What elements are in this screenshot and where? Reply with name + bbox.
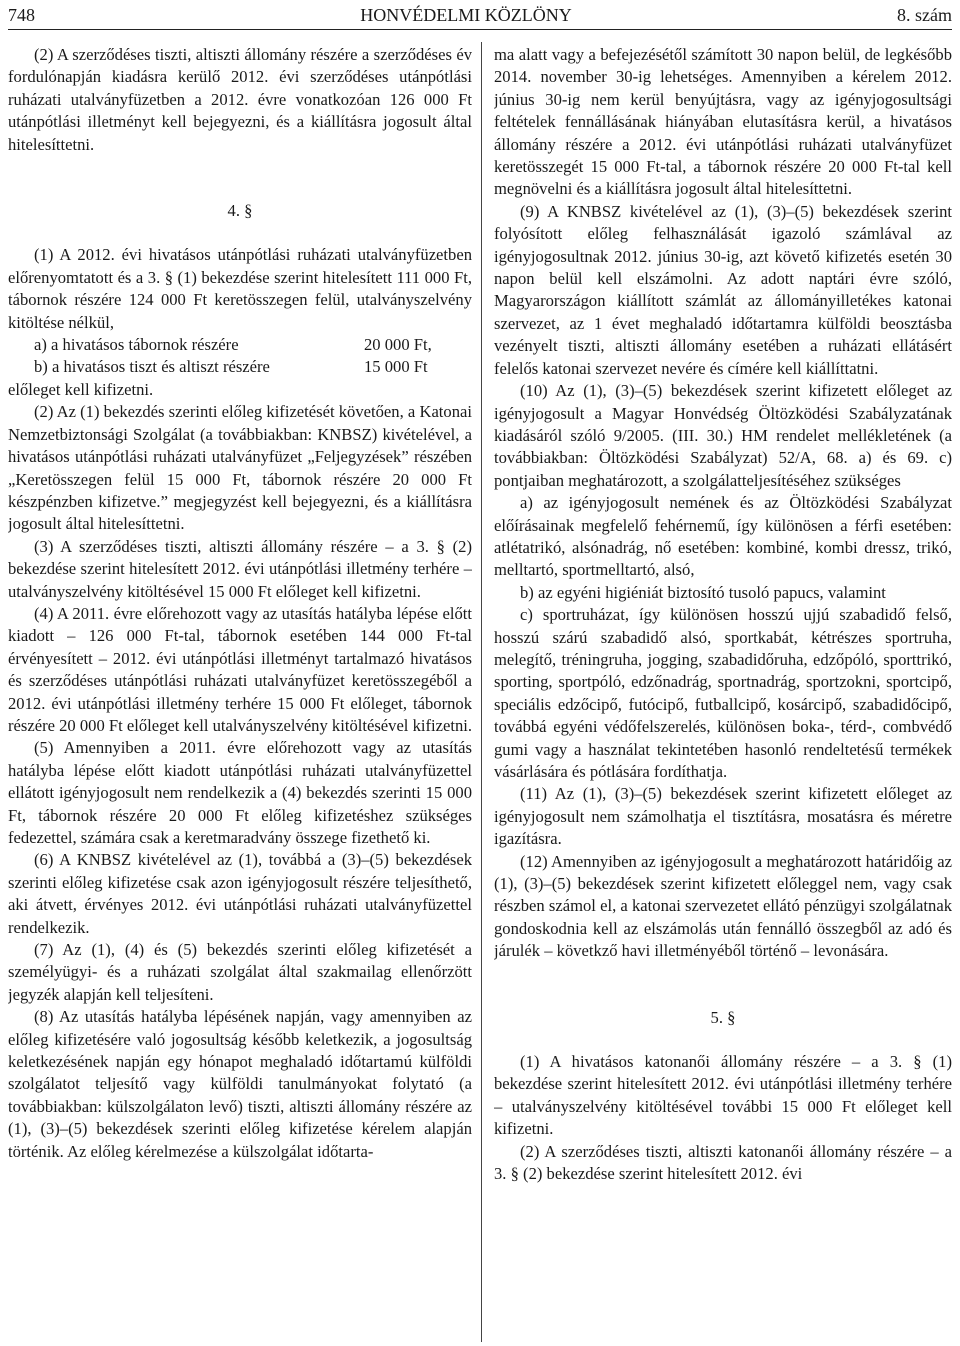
paragraph-4-10-b: b) az egyéni higiéniát biztosító tusoló papucs, valamint (520, 582, 886, 602)
paragraph-4-4: (4) A 2011. évre előrehozott vagy az utasítás hatályba lépése előtt kiadott – 126 000 Ft-tal, tábornok esetében 144 000 Ft-tal érvényesített – 2012. évi utánpótlási illetményt tartalmazó hivatásos és szerződéses utánpótlási ruházati utalványfüzet keretösszegéből a 2012. évi utánpótlási illetmény terhére 15 000 Ft előleget, tábornok részére 20 000 Ft előleget kell utalványszelvény kitöltésével kifizetni. (8, 603, 472, 735)
paragraph-4-1: (1) A 2012. évi hivatásos utánpótlási ruházati utalványfüzetben előrenyomtatott és a 3. § (1) bekezdése szerint hitelesített 111 000 Ft, tábornok részére 124 000 Ft keretösszegen felül, utalványszelvény kitöltése nélkül, (8, 245, 472, 332)
paragraph-5-1: (1) A hivatásos katonanői állomány részére – a 3. § (1) bekezdése szerint hitelesített 2012. évi utánpótlási illetmény terhére – utalványszelvény kitöltésével további 15 000 Ft előleget kell kifizetni. (494, 1052, 952, 1139)
paragraph-4-7: (7) Az (1), (4) és (5) bekezdés szerinti előleg kifizetését a személyügyi- és a ruházati szolgálat által szakmailag ellenőrzött jegyzék alapján kell teljesíteni. (8, 940, 472, 1004)
paragraph-4-10: (10) Az (1), (3)–(5) bekezdések szerint kifizetett előleget az igényjogosult a Magyar Honvédség Öltözködési Szabályzatának kiadásáról szóló 9/2005. (III. 30.) HM rendelet mellékletének (a továbbiakban: Öltözködési Szabályzat) 52/A, 68. a) és 69. c) pontjaiban meghatározott, a szolgálatteljesítéséhez szükséges (494, 381, 952, 490)
paragraph-4-5: (5) Amennyiben a 2011. évre előrehozott vagy az utasítás hatályba lépése előtt kiadott utánpótlási ruházati utalványfüzettel ellátott igényjogosult nem rendelkezik a (4) bekezdés szerinti 15 000 Ft, tábornok részére 20 000 Ft előleg kifizetéshez szükséges fedezettel, számára csak a keretmaradvány összege fizethető ki. (8, 738, 472, 847)
amount-row-b-value: 15 000 Ft (364, 357, 428, 377)
paragraph-4-9: (9) A KNBSZ kivételével az (1), (3)–(5) bekezdések szerint folyósított előleg felhasználását igazoló számlával az igényjogosultnak 2012. június 30-ig, azt követő kifizetés esetén 30 napon belül kell elszámolni. Az adott naptári évre szóló, Magyarországon kiállított számlát az állományilletékes katonai szervezet, az 1 évet meghaladó időtartamra külföldi beosztásba vezényelt tiszti, altiszti állomány esetében a ruházati ellátásért felelős katonai szervezet nevére és címére kell kiállíttatni. (494, 201, 952, 378)
section-heading-5: 5. § (710, 1007, 736, 1027)
section-heading-4: 4. § (227, 201, 253, 221)
header-rule (8, 29, 952, 30)
paragraph-4-2: (2) Az (1) bekezdés szerinti előleg kifizetését követően, a Katonai Nemzetbiztonsági Szolgálat (a továbbiakban: KNBSZ) kivételével, a hivatásos utánpótlási ruházati utalványfüzet „Feljegyzések” részében „Keretösszegen felül 15 000 Ft, tábornok részére 20 000 Ft készpénzben kifizetve.” megjegyzést kell bejegyezni, és a kiállításra jogosult által hitelesíttetni. (8, 402, 472, 534)
amount-row-a-label: a) a hivatásos tábornok részére (34, 335, 239, 355)
issue-number: 8. szám (897, 5, 952, 25)
page-number: 748 (8, 5, 35, 25)
paragraph-4-6: (6) A KNBSZ kivételével az (1), továbbá a (3)–(5) bekezdések szerinti előleg kifizetése csak azon igényjogosult részére teljesíthető, aki átvett, érvényes 2012. évi utánpótlási ruházati utalványfüzettel rendelkezik. (8, 850, 472, 937)
paragraph-4-3: (3) A szerződéses tiszti, altiszti állomány részére – a 3. § (2) bekezdése szerint hitelesített 2012. évi utánpótlási illetmény terhére – utalványszelvény kitöltésével 15 000 Ft előleget kell kifizetni. (8, 536, 472, 601)
amount-row-b (34, 356, 472, 378)
amount-row-b-label: b) a hivatásos tiszt és altiszt részére (34, 357, 270, 377)
paragraph-4-8: (8) Az utasítás hatályba lépésének napján, vagy amennyiben az előleg kifizetésére való jogosultság később keletkezik, a jogosultság keletkezésének napján egy hónapot meghaladó időtartamú külföldi szolgálatot teljesítő vagy külföldi tanulmányokat folytató (a továbbiakban: külszolgálaton levő) tiszti, altiszti állomány részére az (1), (3)–(5) bekezdések szerinti előleg kifizetése kérelem alapján történik. Az előleg kérelmezése a külszolgálat időtarta- (8, 1007, 472, 1161)
amount-row-a-value: 20 000 Ft, (364, 335, 432, 355)
paragraph-4-8-continued: ma alatt vagy a befejezésétől számított 30 napon belül, de legkésőbb 2014. november 30-ig lehetséges. Amennyiben a kérelem 2012. június 30-ig nem kerül benyújtásra, vagy az igényjogosultsági feltételek fennállásának hiányában elutasításra kerül, a hivatásos állomány részére a 2012. évi utánpótlási ruházati utalványfüzet keretösszegét 15 000 Ft-tal, a tábornok részére 20 000 Ft-tal kell megnövelni és a kiállításra jogosult által hitelesíttetni. (494, 45, 952, 199)
paragraph-4-1-end: előleget kell kifizetni. (8, 379, 154, 399)
paragraph-4-11: (11) Az (1), (3)–(5) bekezdések szerint kifizetett előleget az igényjogosult nem számolhatja el tisztításra, mosatásra és méretre igazításra. (494, 784, 952, 849)
page-header (8, 0, 952, 30)
paragraph-3-2-continued: (2) A szerződéses tiszti, altiszti állomány részére a szerződéses év fordulónapján kiadásra kerülő 2012. évi szerződéses utánpótlási ruházati utalványfüzetben a 2012. évre vonatkozóan 126 000 Ft utánpótlási illetményt kell bejegyezni, és a kiállításra jogosult által hitelesíttetni. (8, 45, 472, 154)
paragraph-4-10-a: a) az igényjogosult nemének és az Öltözködési Szabályzat előírásainak megfelelő fehérnemű, így különösen a férfi esetében: atlétatrikó, alsónadrág, nő esetében: kombiné, kombi dressz, trikó, melltartó, sportmelltartó, alsó, (494, 493, 952, 580)
paragraph-5-2: (2) A szerződéses tiszti, altiszti katonanői állomány részére – a 3. § (2) bekezdése szerint hitelesített 2012. évi (494, 1141, 952, 1184)
column-divider (481, 42, 482, 1342)
paragraph-4-12: (12) Amennyiben az igényjogosult a meghatározott határidőig az (1), (3)–(5) bekezdések szerint kifizetett előleggel nem, vagy csak részben számol el, a katonai szervezetet ellátó pénzügyi szolgálatnak gondoskodnia kell az elszámolás után fennálló összegből az adó és járulék – követkző havi illetményéből történő – levonására. (494, 851, 952, 961)
left-column (8, 44, 472, 1346)
right-column (494, 44, 952, 1346)
paragraph-4-10-c: c) sportruházat, így különösen hosszú ujjú szabadidő felső, hosszú szárú szabadidő alsó, sportkabát, kétrészes sportruha, melegítő, tréningruha, jogging, szabadidőruha, edzőpóló, sporttrikó, sporting, sportpóló, edzőnadrág, sportnadrág, sportzokni, sportcipő, speciális edzőcipő, futócipő, futballcipő, kosárcipő, szabadidőcipő, továbbá egyéni védőfelszerelés, különösen boka-, térd-, combvédő gumi vagy a használat tekintetében hasonló rendeltetésű termékek vásárlására és pótlására fordíthatja. (494, 605, 952, 781)
amount-row-a (34, 334, 472, 356)
journal-title: HONVÉDELMI KÖZLÖNY (360, 5, 572, 25)
